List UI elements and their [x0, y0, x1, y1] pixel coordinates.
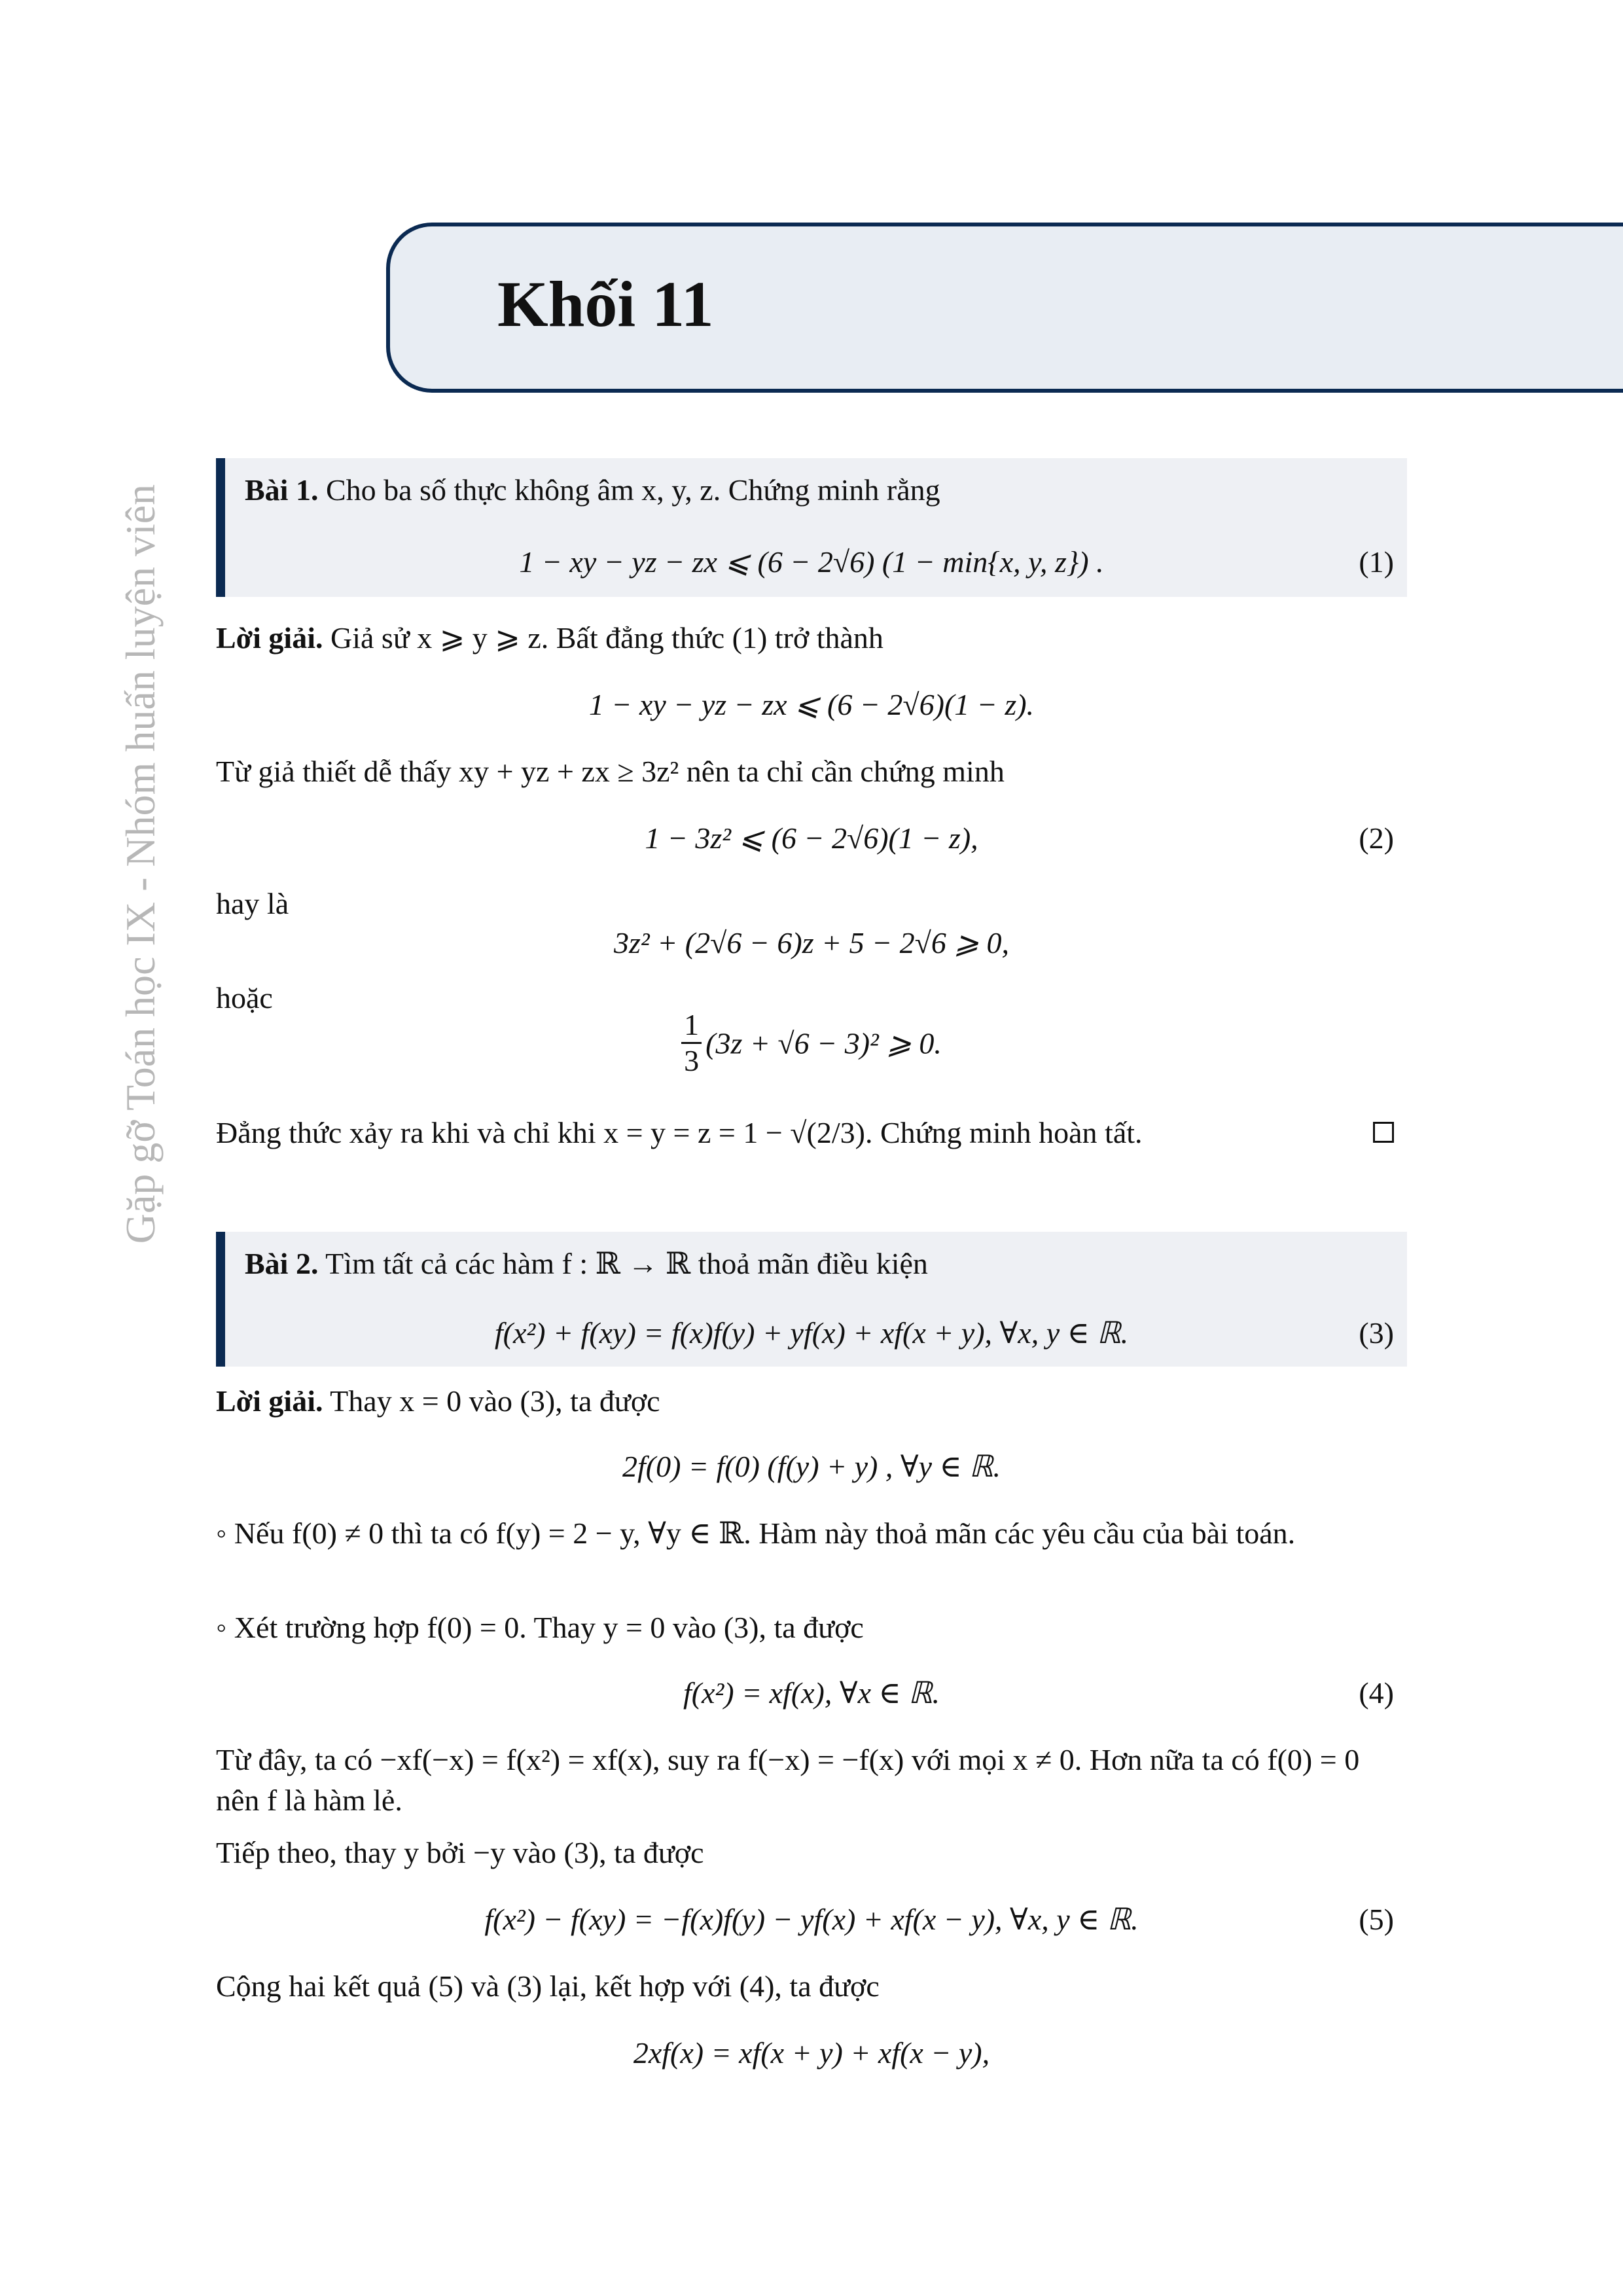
solution-1-intro: Giả sử x ⩾ y ⩾ z. Bất đẳng thức (1) trở thành	[330, 621, 883, 655]
solution-2-para1: Từ đây, ta có −xf(−x) = f(x²) = xf(x), suy ra f(−x) = −f(x) với mọi x ≠ 0. Hơn nữa ta có f(0) = 0 nên f là hàm lẻ.	[216, 1743, 1360, 1817]
solution-1-hoac: hoặc	[216, 981, 273, 1014]
problem-1-box	[216, 458, 1407, 597]
solution-1-equality: Đẳng thức xảy ra khi và chỉ khi x = y = z = 1 − √(2/3). Chứng minh hoàn tất.	[216, 1116, 1143, 1149]
problem-2-statement: Tìm tất cả các hàm f : ℝ → ℝ thoả mãn điều kiện	[325, 1247, 928, 1280]
eq-number-3: (3)	[1359, 1316, 1394, 1350]
eq-number-5: (5)	[1359, 1903, 1394, 1936]
solution-2-eq-a: 2f(0) = f(0) (f(y) + y) , ∀y ∈ ℝ.	[622, 1450, 1001, 1483]
chapter-title: Khối 11	[497, 268, 714, 340]
solution-1-eq-b: 1 − 3z² ⩽ (6 − 2√6)(1 − z),	[645, 821, 978, 855]
solution-2-label: Lời giải.	[216, 1384, 323, 1418]
problem-2-label: Bài 2.	[245, 1247, 319, 1280]
problem-1-label: Bài 1.	[245, 473, 319, 507]
problem-1-statement: Cho ba số thực không âm x, y, z. Chứng minh rằng	[325, 473, 940, 507]
solution-1-line2: Từ giả thiết dễ thấy xy + yz + zx ≥ 3z² nên ta chỉ cần chứng minh	[216, 755, 1005, 788]
eq-number-4: (4)	[1359, 1676, 1394, 1710]
fraction: $\frac{1}{3}$	[681, 1008, 702, 1078]
problem-1-equation: 1 − xy − yz − zx ⩽ (6 − 2√6) (1 − min{x, y, z}) .	[519, 545, 1104, 579]
solution-2-eq-d: 2xf(x) = xf(x + y) + xf(x − y),	[633, 2036, 990, 2070]
qed-square	[1373, 1122, 1394, 1143]
solution-2-eq-c: f(x²) − f(xy) = −f(x)f(y) − yf(x) + xf(x − y), ∀x, y ∈ ℝ.	[484, 1903, 1139, 1936]
solution-2-para3: Cộng hai kết quả (5) và (3) lại, kết hợp với (4), ta được	[216, 1969, 880, 2003]
solution-1-eq-a: 1 − xy − yz − zx ⩽ (6 − 2√6)(1 − z).	[588, 688, 1035, 721]
solution-1-hay-la: hay là	[216, 887, 289, 920]
solution-2-case2: ◦ Xét trường hợp f(0) = 0. Thay y = 0 vào (3), ta được	[216, 1611, 864, 1644]
solution-2-para2: Tiếp theo, thay y bởi −y vào (3), ta được	[216, 1836, 704, 1869]
solution-1-label: Lời giải.	[216, 621, 323, 655]
side-watermark: Gặp gỡ Toán học IX - Nhóm huấn luyện viên	[117, 484, 164, 1244]
solution-1-eq-d: $\frac{1}{3}$ (3z + √6 − 3)² ⩾ 0.	[216, 1008, 1407, 1078]
problem-2-box	[216, 1232, 1407, 1367]
solution-2-intro: Thay x = 0 vào (3), ta được	[330, 1384, 660, 1418]
eq-number-2: (2)	[1359, 821, 1394, 855]
solution-1-eq-c: 3z² + (2√6 − 6)z + 5 − 2√6 ⩾ 0,	[614, 926, 1009, 960]
solution-2-case1: ◦ Nếu f(0) ≠ 0 thì ta có f(y) = 2 − y, ∀y ∈ ℝ. Hàm này thoả mãn các yêu cầu của bài toán.	[216, 1516, 1296, 1550]
solution-2-eq-b: f(x²) = xf(x), ∀x ∈ ℝ.	[683, 1676, 940, 1710]
eq-number-1: (1)	[1359, 545, 1394, 579]
problem-2-equation: f(x²) + f(xy) = f(x)f(y) + yf(x) + xf(x + y), ∀x, y ∈ ℝ.	[494, 1316, 1129, 1350]
